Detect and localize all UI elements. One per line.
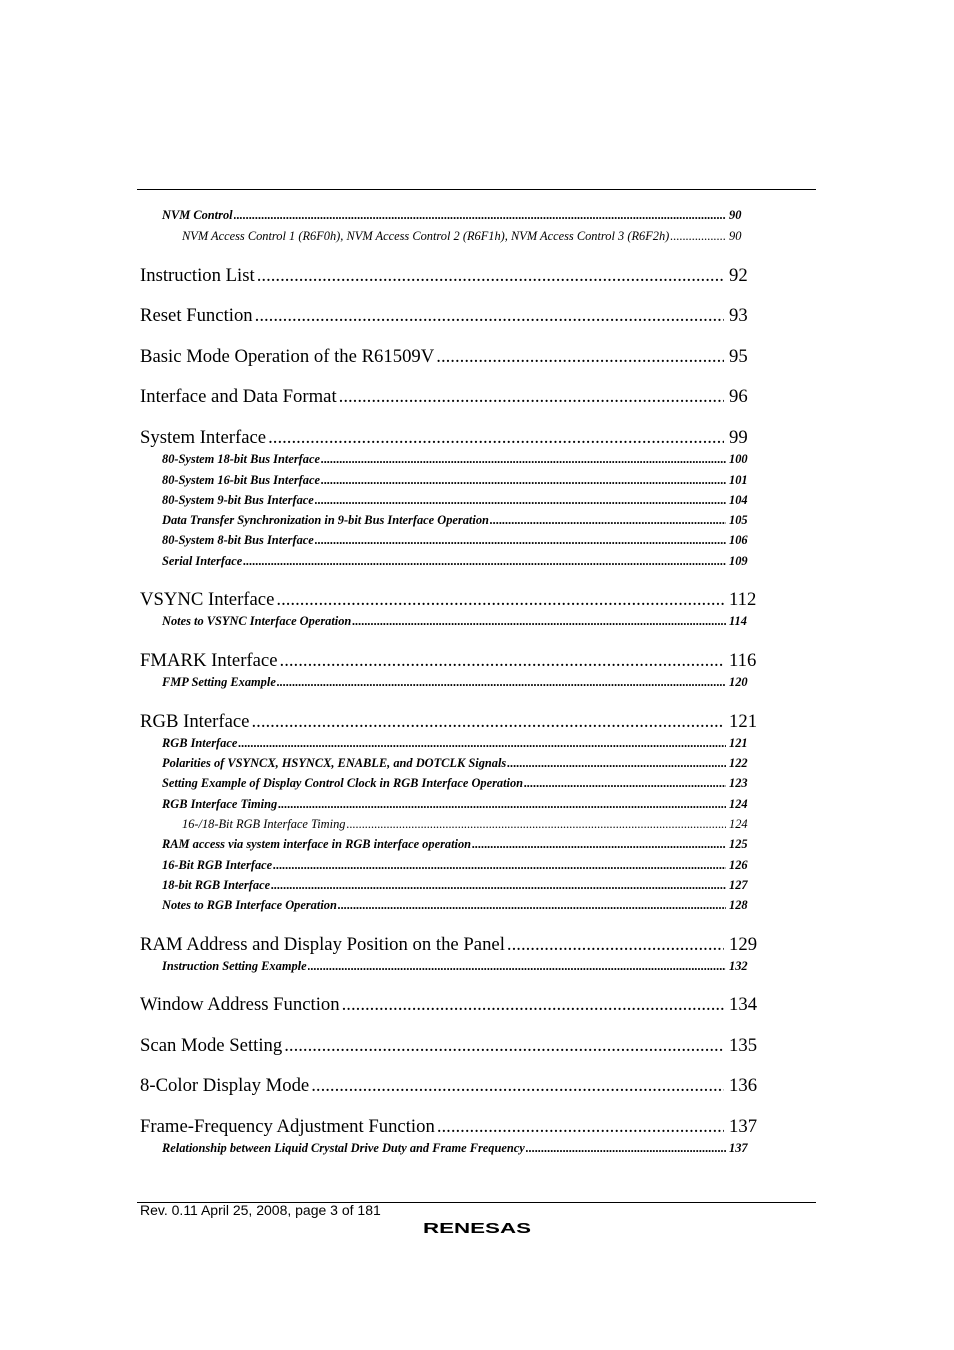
toc-section[interactable] (140, 1035, 762, 1057)
toc-title: Serial Interface (162, 554, 243, 568)
toc-title: Notes to RGB Interface Operation (162, 898, 337, 912)
toc-section[interactable] (140, 427, 762, 449)
logo-wordmark: RENESAS (423, 1220, 531, 1236)
toc-subsection[interactable] (162, 858, 762, 873)
toc-subsection[interactable] (162, 837, 762, 852)
toc-subsection[interactable] (162, 878, 762, 893)
toc-page-number: 135 (729, 1035, 758, 1056)
dot-leader (311, 1075, 724, 1097)
dot-leader (268, 427, 724, 449)
header-rule (137, 189, 816, 190)
toc-page-number: 95 (729, 346, 748, 367)
dot-leader (243, 554, 726, 569)
dot-leader (339, 386, 724, 408)
toc-page-number: 132 (729, 959, 748, 973)
dot-leader (526, 1141, 726, 1156)
toc-subsection[interactable] (162, 776, 762, 791)
toc-title: Scan Mode Setting (140, 1035, 283, 1056)
dot-leader (234, 208, 726, 223)
dot-leader (308, 959, 726, 974)
toc-title: RGB Interface Timing (162, 797, 278, 811)
dot-leader (338, 898, 726, 913)
dot-leader (273, 858, 726, 873)
toc-title: Relationship between Liquid Crystal Drive Duty and Frame Frequency (162, 1141, 525, 1155)
toc-page-number: 90 (729, 208, 742, 222)
dot-leader (280, 650, 724, 672)
toc-page-number: 124 (729, 817, 748, 831)
toc-page-number: 105 (729, 513, 748, 527)
toc-subsection[interactable] (162, 756, 762, 771)
dot-leader (321, 452, 726, 467)
toc-section[interactable] (140, 265, 762, 287)
toc-page-number: 106 (729, 533, 748, 547)
toc-title: VSYNC Interface (140, 589, 275, 610)
dot-leader (490, 513, 726, 528)
toc-title: NVM Access Control 1 (R6F0h), NVM Access Control 2 (R6F1h), NVM Access Control 3 (R6F2h) (182, 229, 670, 243)
dot-leader (284, 1035, 724, 1057)
toc-title: Basic Mode Operation of the R61509V (140, 346, 435, 367)
toc-title: RAM access via system interface in RGB interface operation (162, 837, 472, 851)
toc-subsection[interactable] (162, 675, 762, 690)
toc-subentry[interactable] (182, 229, 762, 244)
toc-section[interactable] (140, 1116, 762, 1138)
toc-subsection[interactable] (162, 513, 762, 528)
toc-section[interactable] (140, 589, 762, 611)
toc-page-number: 109 (729, 554, 748, 568)
toc-title: Setting Example of Display Control Clock in RGB Interface Operation (162, 776, 524, 790)
toc-page-number: 122 (729, 756, 748, 770)
toc-page-number: 92 (729, 265, 748, 286)
toc-subsection[interactable] (162, 493, 762, 508)
dot-leader (251, 711, 724, 733)
toc-subsection[interactable] (162, 1141, 762, 1156)
dot-leader (507, 756, 726, 771)
toc-page-number: 124 (729, 797, 748, 811)
toc-page-number: 114 (729, 614, 747, 628)
toc-title: Instruction List (140, 265, 255, 286)
toc-section[interactable] (140, 305, 762, 327)
toc-page-number: 128 (729, 898, 748, 912)
dot-leader (277, 675, 726, 690)
toc-page-number: 137 (729, 1116, 758, 1137)
toc-page-number: 120 (729, 675, 748, 689)
toc-subsection[interactable] (162, 452, 762, 467)
toc-title: Interface and Data Format (140, 386, 337, 407)
toc-page-number: 123 (729, 776, 748, 790)
toc-title: NVM Control (162, 208, 233, 222)
toc-page-number: 96 (729, 386, 748, 407)
toc-title: Notes to VSYNC Interface Operation (162, 614, 352, 628)
toc-page-number: 126 (729, 858, 748, 872)
toc-subsection[interactable] (162, 898, 762, 913)
toc-page-number: 116 (729, 650, 757, 671)
footer-revision: Rev. 0.11 April 25, 2008, page 3 of 181 (140, 1202, 381, 1218)
toc-subsection[interactable] (162, 533, 762, 548)
toc-subsection[interactable] (162, 554, 762, 569)
dot-leader (238, 736, 726, 751)
toc-title: RGB Interface (162, 736, 238, 750)
toc-section[interactable] (140, 711, 762, 733)
toc-title: FMARK Interface (140, 650, 278, 671)
dot-leader (352, 614, 726, 629)
toc-title: 16-/18-Bit RGB Interface Timing (182, 817, 346, 831)
dot-leader (257, 265, 724, 287)
toc-page-number: 100 (729, 452, 748, 466)
toc-title: 8-Color Display Mode (140, 1075, 310, 1096)
toc-title: 16-Bit RGB Interface (162, 858, 273, 872)
toc-title: Polarities of VSYNCX, HSYNCX, ENABLE, and DOTCLK Signals (162, 756, 507, 770)
toc-page-number: 127 (729, 878, 748, 892)
toc-section[interactable] (140, 386, 762, 408)
toc-page-number: 121 (729, 711, 758, 732)
toc-title: Instruction Setting Example (162, 959, 307, 973)
dot-leader (276, 589, 724, 611)
toc-title: Frame-Frequency Adjustment Function (140, 1116, 435, 1137)
toc-title: Window Address Function (140, 994, 340, 1015)
toc-subsection[interactable] (162, 959, 762, 974)
dot-leader (670, 229, 726, 244)
toc-subsection[interactable] (162, 614, 762, 629)
toc-subsection[interactable] (162, 473, 762, 488)
toc-page-number: 129 (729, 934, 758, 955)
toc-page-number: 101 (729, 473, 748, 487)
toc-section[interactable] (140, 650, 762, 672)
toc-title: System Interface (140, 427, 267, 448)
toc-page-number: 99 (729, 427, 748, 448)
toc-subentry[interactable] (182, 817, 762, 832)
toc-section[interactable] (140, 994, 762, 1016)
toc-subsection[interactable] (162, 208, 762, 223)
toc-section[interactable] (140, 934, 762, 956)
dot-leader (436, 346, 724, 368)
toc-page-number: 104 (729, 493, 748, 507)
toc-page-number: 121 (729, 736, 748, 750)
toc-page-number: 90 (729, 229, 742, 243)
toc-title: RAM Address and Display Position on the Panel (140, 934, 505, 955)
toc-title: Data Transfer Synchronization in 9-bit Bus Interface Operation (162, 513, 489, 527)
toc-page-number: 112 (729, 589, 757, 610)
toc-subsection[interactable] (162, 797, 762, 812)
toc-subsection[interactable] (162, 736, 762, 751)
dot-leader (437, 1116, 724, 1138)
toc-title: 18-bit RGB Interface (162, 878, 271, 892)
toc-section[interactable] (140, 346, 762, 368)
renesas-logo (421, 1218, 535, 1236)
toc-page-number: 134 (729, 994, 758, 1015)
toc-page-number: 93 (729, 305, 748, 326)
toc-title: 80-System 8-bit Bus Interface (162, 533, 314, 547)
dot-leader (346, 817, 726, 832)
dot-leader (472, 837, 726, 852)
toc-title: FMP Setting Example (162, 675, 276, 689)
dot-leader (507, 934, 724, 956)
dot-leader (315, 493, 726, 508)
toc-page-number: 137 (729, 1141, 748, 1155)
dot-leader (315, 533, 726, 548)
dot-leader (321, 473, 726, 488)
dot-leader (271, 878, 726, 893)
toc-title: 80-System 18-bit Bus Interface (162, 452, 320, 466)
toc-title: 80-System 16-bit Bus Interface (162, 473, 320, 487)
dot-leader (255, 305, 724, 327)
dot-leader (278, 797, 726, 812)
toc-page-number: 136 (729, 1075, 758, 1096)
dot-leader (342, 994, 724, 1016)
dot-leader (524, 776, 726, 791)
toc-page-number: 125 (729, 837, 748, 851)
toc-title: 80-System 9-bit Bus Interface (162, 493, 314, 507)
toc-title: Reset Function (140, 305, 253, 326)
toc-section[interactable] (140, 1075, 762, 1097)
toc-title: RGB Interface (140, 711, 250, 732)
